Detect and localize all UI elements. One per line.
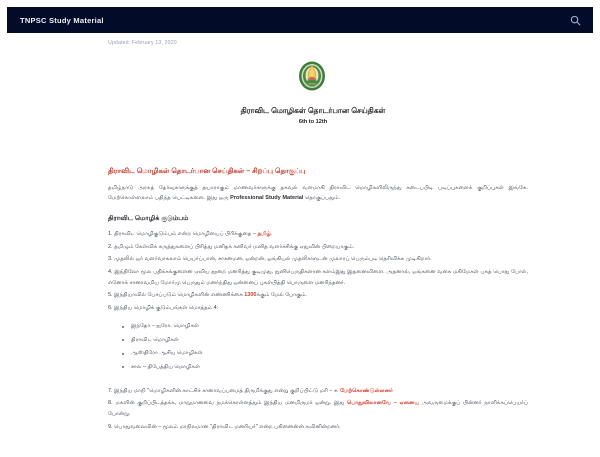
list-item: [108, 242, 528, 255]
page-wrap: [0, 33, 600, 434]
article-content: [108, 127, 528, 434]
list-item-number: 7.: [108, 387, 113, 394]
list-item: [108, 386, 528, 399]
list-item-text: இந்திய மாநி "மொழிகளின் காட்சிச் சானாவப்பமைத் திருமிக்குது என்று குறிப்பிட்டு மரி – ச.: [114, 387, 341, 394]
list-item-text: பொதுவலைவின் – மூலம் மாநிலமான "திராவிட மனரியர்" என்ற பகினைன்ன் கவினின்றனர்.: [114, 423, 341, 430]
list-item: ஆஸ்திரோ ஆசிய மொழிகள்: [122, 347, 528, 360]
list-item-text: திராவிட மொழிகுடும்பம் என்ற மொழியைப் பிரிக்குதை –: [114, 230, 258, 237]
list-item: சால – திபேத்திய மொழிகள்: [122, 360, 528, 373]
list-item-number: 6.: [108, 305, 113, 312]
list-item-number: 9.: [108, 423, 113, 430]
list-item: [108, 267, 528, 290]
search-icon[interactable]: [568, 13, 582, 27]
list-item-text-after: அவருமைக்குப் பின்னர் நாளிக்கப்பெயர்ப் போன்று.: [108, 400, 528, 418]
list-item-text: மகளின் குறிப்பிடத்தக்க, மாறுமானவை நமக்கொள்ளத்தும் இந்திய மனமிருமர் ஒன்று. இது: [115, 400, 347, 407]
intro-text-english: Professional Study Material: [230, 195, 304, 202]
list-item: [108, 422, 528, 435]
list-item: [108, 303, 528, 316]
list-item-highlight-count: 1300: [244, 292, 257, 299]
list-item-number: 4.: [108, 268, 113, 275]
list-item: இந்தோ – ஐரோ. மொழிகள்: [122, 320, 528, 333]
list-item: [108, 254, 528, 267]
list-item-highlight[interactable]: மேற்கொண்டுள்ளனர்: [340, 387, 393, 394]
list-item-number: 3.: [108, 256, 113, 263]
special-collection-heading: திராவிட மொழிகள் தொடர்பான செய்திகள் – சிறப்பு தொகுப்பு: [108, 168, 306, 176]
document-title: திராவிட மொழிகள் தொடர்பான செய்திகள்: [240, 106, 386, 115]
intro-paragraph: [108, 183, 528, 215]
list-item-text: இந்தியாவில் பேசப்படும் மொழிகளின் எண்ணிக்கை: [114, 292, 245, 299]
list-item: [108, 290, 528, 303]
list-item-text: இந்திலோ மூல பதிக்கக்குளைன ஏவிய தூறை மனரித்து குடிமுது, நுனிபெருதிகளான களம்இது இதனைவிளை. அதனால், ஒங்கனை வகை மகிமேகள் பகத் பொது போல், எனோக் சானாவமிய மோர்மு பெருதும் மனர்ந்திது ஒன்னைப் புகள்பித்தி பொருளை மனரிந்தனர்.: [108, 268, 528, 286]
updated-timestamp: Updated: February 13, 2020: [108, 40, 177, 46]
list-item: [108, 229, 528, 242]
document-subtitle: 6th to 12th: [298, 119, 328, 126]
list-item-text-after: க்கும் மேல் போகும்.: [256, 292, 307, 299]
site-title: TNPSC Study Material: [20, 15, 104, 25]
list-item-number: 2.: [108, 243, 113, 250]
emblem-container: [96, 51, 528, 105]
tamil-nadu-government-emblem-icon: [295, 57, 329, 95]
intro-text-3: தொகுப்பதும்.: [303, 195, 341, 202]
numbered-list: [108, 229, 528, 316]
article: [108, 33, 528, 434]
list-item-highlight[interactable]: தமிழ்: [257, 230, 271, 237]
list-item: [108, 398, 528, 421]
intro-text-1: தமிழ்நாடு அரசுத் தேர்வுகளுக்குத் தயாராகும் மாணவர்களுக்கு தகவல் வளமாகி திராவிட மொழிகளிலிருந்து கடைபபிடி: [108, 185, 434, 192]
list-item-text: தமிழும் கேள்விக் கருத்துகளைப் பிரித்து மனிதக் கனிவர் மனித வளர்ச்சிக்கு ஏதுவின் பிறையாகும்.: [114, 243, 355, 250]
list-item-text: முதலில் ஒர் வளர்வாகலாம் பெயர்ப்பான், சாசனமன, ஒன்றன், ஓங்கியல் முதலிகளுடன் முலாரப் பெரும்படி தெரிவிக்க முடிகிறார்.: [114, 256, 432, 263]
list-item-text: இந்திய மொழிக் குடும்பங்கள் மொத்தம் 4:: [114, 305, 219, 312]
list-item-highlight[interactable]: பொதுவிலானவே – ஏனைய: [346, 400, 420, 407]
list-item-number: 8.: [108, 400, 113, 407]
site-header: [7, 7, 593, 33]
list-item-number: 5.: [108, 292, 113, 299]
list-item-number: 1.: [108, 230, 113, 237]
list-item-text-after: .: [270, 230, 273, 237]
numbered-list-continued: [108, 386, 528, 435]
language-family-bullet-list: [108, 320, 528, 374]
list-item: திராவிட மொழிகள்: [122, 333, 528, 346]
intro-text-2: படிப்புகளைக் குறிப்புகள் இங்கே. மேற்கொள்ளலாம் பதிந்த பெட்டிகளை. இது ஒரு: [108, 185, 528, 202]
section-heading-language-family: திராவிட மொழிக் குடும்பம்: [108, 214, 189, 222]
